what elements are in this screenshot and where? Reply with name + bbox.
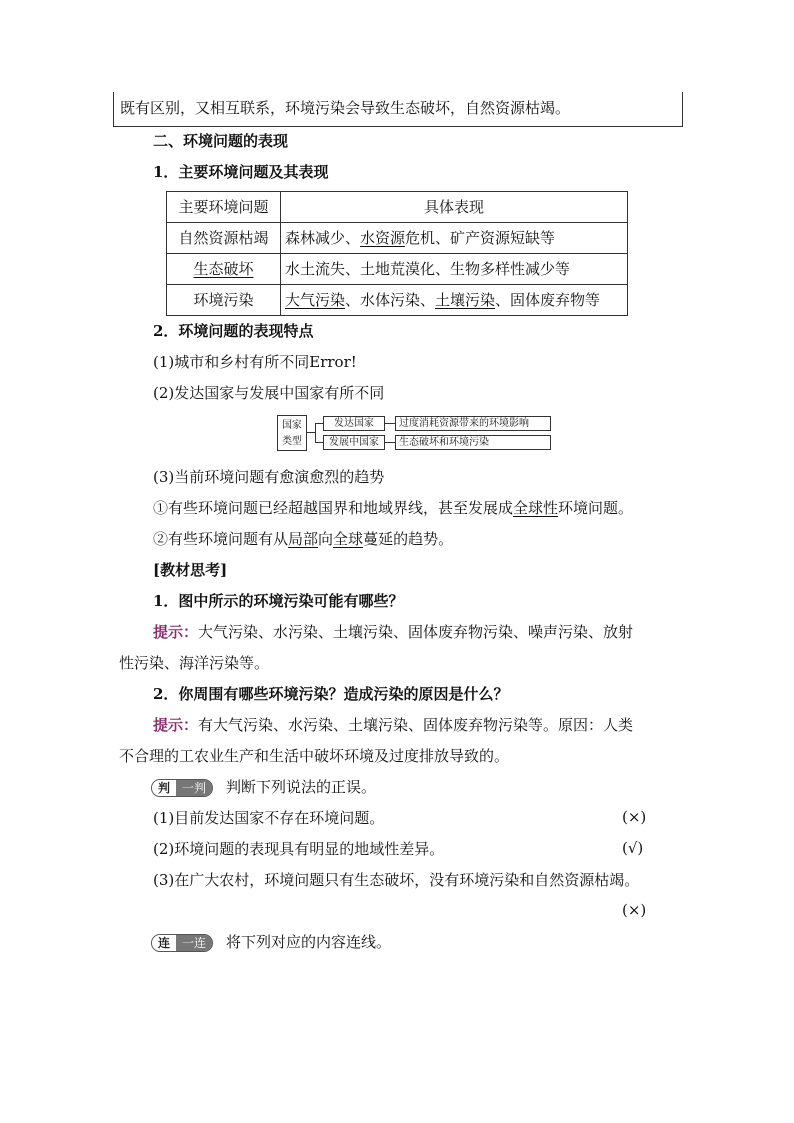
point-3a bbox=[153, 498, 633, 518]
diagram-leaf-2: 生态破坏和环境污染 bbox=[395, 435, 551, 450]
summary-text: 既有区别，又相互联系，环境污染会导致生态破坏，自然资源枯竭。 bbox=[120, 99, 571, 117]
hint-label: 提示： bbox=[153, 623, 199, 641]
point-1: (1)城市和乡村有所不同Error! bbox=[153, 353, 357, 371]
diagram-branch-developing: 发展中国家 bbox=[323, 435, 385, 450]
table-header-problem: 主要环境问题 bbox=[167, 192, 281, 223]
answer-1-line-2: 性污染、海洋污染等。 bbox=[119, 654, 270, 672]
diagram-connector bbox=[385, 423, 395, 424]
diagram-connector bbox=[307, 432, 315, 433]
underlined-text: 局部 bbox=[288, 530, 319, 548]
point-2: (2)发达国家与发展中国家有所不同 bbox=[153, 384, 385, 402]
table-row bbox=[167, 223, 628, 254]
underlined-text: 全球性 bbox=[513, 499, 559, 517]
text-run: 、固体废弃物等 bbox=[495, 291, 601, 309]
diagram-connector bbox=[315, 423, 323, 424]
think-title: [教材思考] bbox=[153, 561, 228, 579]
summary-box bbox=[113, 92, 683, 127]
text-run: 蔓延的趋势。 bbox=[363, 530, 454, 548]
judge-item-3: (3)在广大农村，环境问题只有生态破坏，没有环境污染和自然资源枯竭。 bbox=[153, 871, 640, 889]
judge-title: 判断下列说法的正误。 bbox=[226, 778, 377, 796]
text-run: 有大气污染、水污染、土壤污染、固体废弃物污染等。原因：人类 bbox=[198, 716, 634, 734]
table-cell-detail bbox=[281, 223, 628, 254]
underlined-text: 全球 bbox=[333, 530, 364, 548]
subsection-1-title: 1．主要环境问题及其表现 bbox=[153, 163, 329, 181]
text-run: ②有些环境问题有从 bbox=[153, 530, 289, 548]
subsection-2-title: 2．环境问题的表现特点 bbox=[153, 322, 314, 340]
table-header-detail: 具体表现 bbox=[281, 192, 628, 223]
table-header-row bbox=[167, 192, 628, 223]
table-row bbox=[167, 254, 628, 285]
judge-badge bbox=[151, 779, 213, 797]
judge-mark-1: (×) bbox=[622, 808, 647, 826]
table-cell-detail bbox=[281, 285, 628, 316]
table-cell-problem: 环境污染 bbox=[167, 285, 281, 316]
diagram-connector bbox=[315, 423, 316, 443]
answer-2-line-1 bbox=[153, 715, 633, 735]
underlined-text: 生态破坏 bbox=[193, 260, 254, 278]
table-row bbox=[167, 285, 628, 316]
diagram-connector bbox=[385, 442, 395, 443]
text-run: 大气污染、水污染、土壤污染、固体废弃物污染、噪声污染、放射 bbox=[198, 623, 634, 641]
text-run: 向 bbox=[318, 530, 334, 548]
diagram-branch-developed: 发达国家 bbox=[323, 416, 385, 431]
table-cell-problem: 自然资源枯竭 bbox=[167, 223, 281, 254]
diagram-leaf-1: 过度消耗资源带来的环境影响 bbox=[395, 416, 551, 431]
table-cell-problem bbox=[167, 254, 281, 285]
text-run: 危机、矿产资源短缺等 bbox=[405, 229, 556, 247]
underlined-text: 土壤污染 bbox=[435, 291, 496, 309]
link-badge bbox=[151, 934, 213, 952]
hint-label: 提示： bbox=[153, 716, 199, 734]
badge-label: 一连 bbox=[176, 935, 212, 951]
underlined-text: 水资源 bbox=[360, 229, 406, 247]
country-type-diagram bbox=[277, 414, 551, 452]
diagram-connector bbox=[315, 442, 323, 443]
answer-1-line-1 bbox=[153, 622, 633, 642]
link-title: 将下列对应的内容连线。 bbox=[226, 933, 392, 951]
answer-2-line-2: 不合理的工农业生产和生活中破坏环境及过度排放导致的。 bbox=[119, 747, 510, 765]
question-2: 2．你周围有哪些环境污染？造成污染的原因是什么？ bbox=[153, 685, 509, 703]
point-3: (3)当前环境问题有愈演愈烈的趋势 bbox=[153, 468, 385, 486]
underlined-text: 大气污染 bbox=[285, 291, 346, 309]
question-1: 1．图中所示的环境污染可能有哪些？ bbox=[153, 592, 404, 610]
table-cell-detail: 水土流失、土地荒漠化、生物多样性减少等 bbox=[281, 254, 628, 285]
judge-item-1: (1)目前发达国家不存在环境问题。 bbox=[153, 809, 385, 827]
judge-mark-3: (×) bbox=[622, 901, 647, 919]
diagram-root: 国家 类型 bbox=[277, 415, 307, 451]
badge-char: 连 bbox=[152, 935, 176, 951]
judge-mark-2: (√) bbox=[622, 839, 644, 857]
text-run: 、水体污染、 bbox=[345, 291, 436, 309]
badge-label: 一判 bbox=[176, 780, 212, 796]
point-3b bbox=[153, 529, 453, 549]
badge-char: 判 bbox=[152, 780, 176, 796]
text-run: 环境问题。 bbox=[558, 499, 634, 517]
text-run: ①有些环境问题已经超越国界和地域界线，甚至发展成 bbox=[153, 499, 514, 517]
judge-item-2: (2)环境问题的表现具有明显的地域性差异。 bbox=[153, 840, 445, 858]
problems-table bbox=[166, 191, 628, 316]
text-run: 森林减少、 bbox=[285, 229, 361, 247]
section-title: 二、环境问题的表现 bbox=[153, 132, 289, 150]
